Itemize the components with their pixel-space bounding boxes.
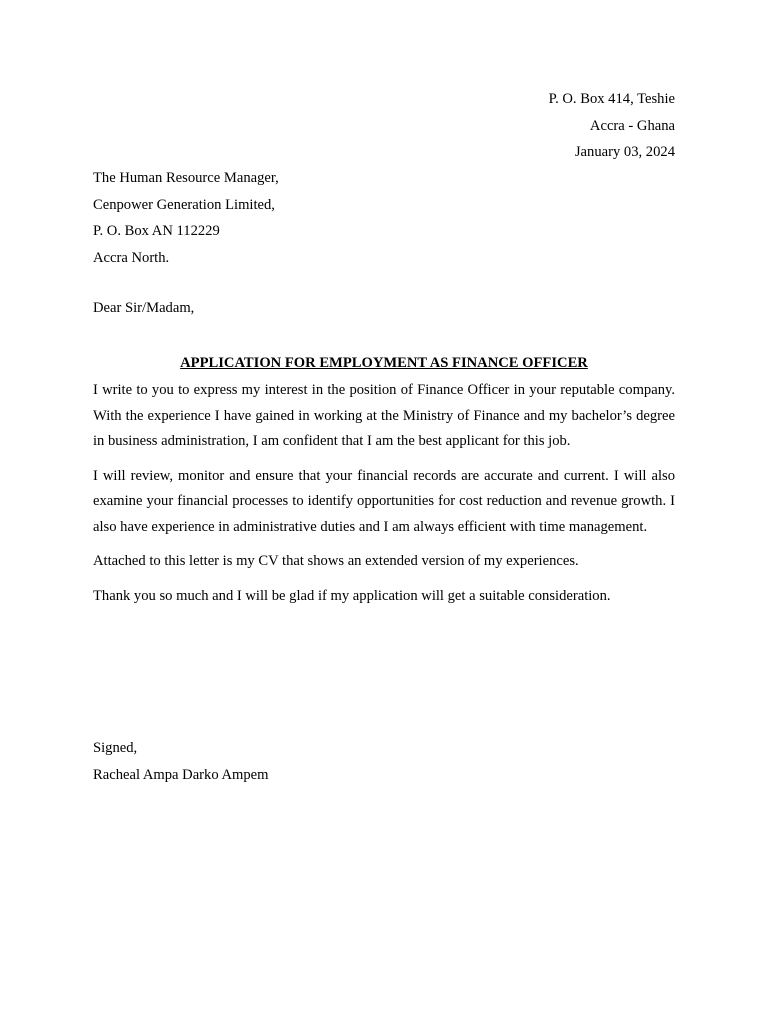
closing-signed: Signed, <box>93 740 138 756</box>
sender-address-line-1: P. O. Box 414, Teshie <box>548 91 675 107</box>
body-paragraph-4: Thank you so much and I will be glad if my application will get a suitable consideration. <box>93 587 611 604</box>
subject-heading: APPLICATION FOR EMPLOYMENT AS FINANCE OFFICER <box>180 355 588 371</box>
sender-address-block <box>549 86 675 166</box>
body-paragraph-3: Attached to this letter is my CV that shows an extended version of my experiences. <box>93 553 579 569</box>
letter-date: January 03, 2024 <box>574 144 675 160</box>
recipient-line-4: Accra North. <box>93 249 170 266</box>
signatory-name: Racheal Ampa Darko Ampem <box>93 767 269 783</box>
closing-block <box>93 735 268 789</box>
recipient-line-1: The Human Resource Manager, <box>93 170 279 186</box>
body-paragraph-2: I will review, monitor and ensure that your financial records are accurate and current. I will also examine your financial processes to identify opportunities for cost reduction and revenue growth. I also have experience in administrative duties and I am always efficient with time management. <box>93 467 675 535</box>
body-paragraph-1: I write to you to express my interest in the position of Finance Officer in your reputable company. With the experience I have gained in working at the Ministry of Finance and my bachelor’s degree in business administration, I am confident that I am the best applicant for this job. <box>93 382 675 449</box>
recipient-line-2: Cenpower Generation Limited, <box>93 196 275 213</box>
letter-body <box>93 378 675 618</box>
recipient-line-3: P. O. Box AN 112229 <box>93 223 220 239</box>
sender-address-line-2: Accra - Ghana <box>589 117 675 134</box>
salutation: Dear Sir/Madam, <box>93 300 195 316</box>
recipient-address-block <box>93 165 279 271</box>
